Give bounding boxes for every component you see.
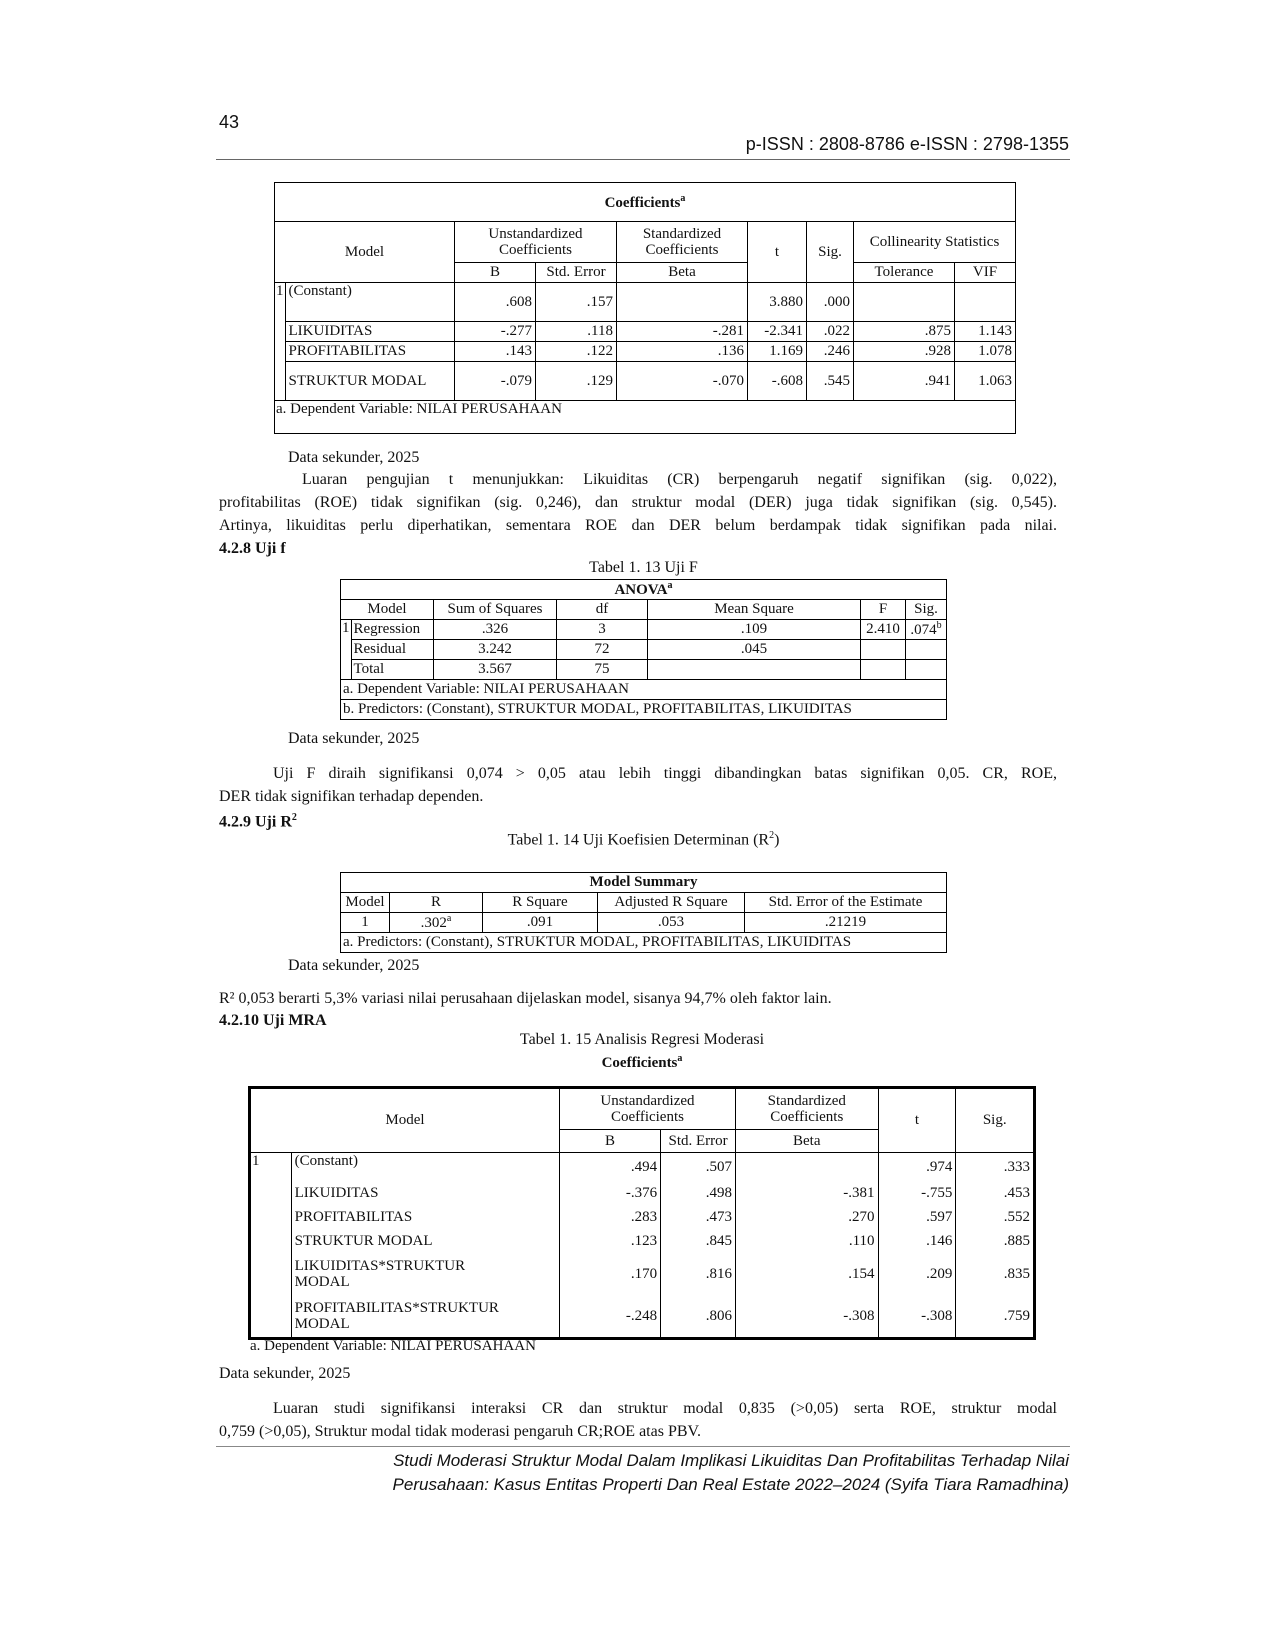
source-note: Data sekunder, 2025 [288,957,420,974]
table-cell: -.308 [736,1295,879,1339]
table-cell [736,1153,879,1182]
table-cell: .333 [956,1153,1035,1182]
table-footnote: a. Dependent Variable: NILAI PERUSAHAAN [250,1338,536,1354]
table-cell: .302$^a$ [390,913,483,933]
table-caption: Tabel 1. 14 Uji Koefisien Determinan $(R^2)$ [507,830,780,849]
table-row [275,283,1016,322]
table-cell: .074$^b$ [906,620,947,640]
table-row [341,660,947,680]
column-header: Unstandardized Coefficients [559,1088,735,1130]
table-cell: .806 [661,1295,736,1339]
table-cell: 2.410 [861,620,906,640]
table-cell: .453 [956,1181,1035,1205]
table-cell [617,283,748,322]
row-label: Residual [351,640,434,660]
section-heading: 4.2.8 Uji f [219,540,286,557]
column-header: Std. Error [661,1130,736,1153]
column-header: R Square [483,893,598,913]
table-title: Coefficients$^a$ [275,183,1016,222]
table-cell: -.070 [617,362,748,401]
table-cell: 1.063 [955,362,1016,401]
table-cell: .473 [661,1205,736,1229]
table-cell: .835 [956,1253,1035,1295]
table-cell: .053 [598,913,745,933]
table-cell: -.277 [455,322,536,342]
table-cell: 3.567 [434,660,557,680]
table-row [250,1295,1035,1339]
row-label: PROFITABILITAS [291,1205,559,1229]
table-cell: .545 [807,362,854,401]
table-title: Coefficients$^a$ [601,1053,683,1071]
column-header: Sig. [807,222,854,283]
table-cell: .157 [536,283,617,322]
paragraph-line: 0,759 (>0,05), Struktur modal tidak moderasi pengaruh CR;ROE atas PBV. [219,1423,702,1440]
column-header: t [748,222,807,283]
table-row [250,1253,1035,1295]
row-label: PROFITABILITAS [285,342,455,362]
table-cell: .170 [559,1253,660,1295]
table-row [250,1229,1035,1253]
column-header: Model [341,893,390,913]
column-header: Model [250,1088,560,1153]
table-footnote: b. Predictors: (Constant), STRUKTUR MODAL, PROFITABILITAS, LIKUIDITAS [341,700,947,720]
footer-line: Perusahaan: Kasus Entitas Properti Dan Real Estate 2022–2024 (Syifa Tiara Ramadhina) [392,1475,1069,1494]
table-caption: Tabel 1. 13 Uji F [589,559,698,576]
row-label: LIKUIDITAS [291,1181,559,1205]
table-cell [955,283,1016,322]
column-header: Collinearity Statistics [854,222,1016,263]
table-cell: .928 [854,342,955,362]
table-cell: .816 [661,1253,736,1295]
table-cell: -.381 [736,1181,879,1205]
table-cell: .000 [807,283,854,322]
table-cell: 1.078 [955,342,1016,362]
column-header: Std. Error [536,263,617,283]
column-header: Std. Error of the Estimate [745,893,947,913]
column-header: Model [275,222,455,283]
table-cell: .091 [483,913,598,933]
table-cell: .608 [455,283,536,322]
table-cell: .494 [559,1153,660,1182]
row-label: PROFITABILITAS*STRUKTUR MODAL [291,1295,559,1339]
row-label: Total [351,660,434,680]
moderation-coefficients-table [248,1086,1036,1340]
row-label: (Constant) [285,283,455,322]
table-cell: .109 [648,620,861,640]
table-cell: 1.143 [955,322,1016,342]
paragraph-line: R² 0,053 berarti 5,3% variasi nilai perusahaan dijelaskan model, sisanya 94,7% oleh faktor lain. [219,990,832,1007]
table-cell: .498 [661,1181,736,1205]
table-cell: .110 [736,1229,879,1253]
footer-line: Studi Moderasi Struktur Modal Dalam Implikasi Likuiditas Dan Profitabilitas Terhadap Nilai [393,1451,1069,1470]
column-header: R [390,893,483,913]
column-header: Unstandardized Coefficients [455,222,617,263]
table-cell: .122 [536,342,617,362]
table-cell: .552 [956,1205,1035,1229]
coefficients-table [274,182,1016,434]
column-header: B [455,263,536,283]
paragraph-line: Uji F diraih signifikansi 0,074 > 0,05 atau lebih tinggi dibandingkan batas signifikan 0,05. CR, ROE, [273,765,1057,782]
issn-label: p-ISSN : 2808-8786 e-ISSN : 2798-1355 [745,134,1069,154]
column-header: Sig. [906,600,947,620]
table-cell: .123 [559,1229,660,1253]
table-cell [861,660,906,680]
column-header: Sum of Squares [434,600,557,620]
table-cell: .885 [956,1229,1035,1253]
table-cell: .270 [736,1205,879,1229]
table-cell [861,640,906,660]
table-cell: .845 [661,1229,736,1253]
table-cell [906,640,947,660]
section-heading: 4.2.10 Uji MRA [219,1012,327,1029]
column-header: Sig. [956,1088,1035,1153]
anova-table [340,579,947,720]
column-header: Adjusted R Square [598,893,745,913]
row-label: Regression [351,620,434,640]
source-note: Data sekunder, 2025 [288,730,420,747]
model-number: 1 [341,620,352,680]
paragraph-line: profitabilitas (ROE) tidak signifikan (sig. 0,246), dan struktur modal (DER) juga tidak signifikan (sig. 0,545). [219,494,1057,511]
footer-divider [216,1446,1070,1447]
paragraph-line: Artinya, likuiditas perlu diperhatikan, sementara ROE dan DER belum berdampak tidak signifikan pada nilai. [219,517,1057,534]
table-cell: -.608 [748,362,807,401]
column-header: Beta [736,1130,879,1153]
column-header: F [861,600,906,620]
table-cell: -.281 [617,322,748,342]
column-header: B [559,1130,660,1153]
column-header: Standardized Coefficients [617,222,748,263]
table-cell: -.376 [559,1181,660,1205]
table-cell: .146 [878,1229,956,1253]
table-cell: .154 [736,1253,879,1295]
table-cell: -.248 [559,1295,660,1339]
table-cell: .875 [854,322,955,342]
row-label: LIKUIDITAS [285,322,455,342]
table-cell: .022 [807,322,854,342]
paragraph-line: Luaran pengujian t menunjukkan: Likuiditas (CR) berpengaruh negatif signifikan (sig. 0,022), [302,471,1057,488]
table-title: Model Summary [341,873,947,893]
table-cell: .118 [536,322,617,342]
table-cell: .143 [455,342,536,362]
column-header: VIF [955,263,1016,283]
table-cell: 1.169 [748,342,807,362]
table-footnote: a. Dependent Variable: NILAI PERUSAHAAN [341,680,947,700]
column-header: df [557,600,648,620]
table-row [341,620,947,640]
column-header: Model [341,600,434,620]
table-cell: .246 [807,342,854,362]
table-cell: 3.880 [748,283,807,322]
row-label: LIKUIDITAS*STRUKTUR MODAL [291,1253,559,1295]
table-cell: .326 [434,620,557,640]
row-label: STRUKTUR MODAL [291,1229,559,1253]
table-cell: .283 [559,1205,660,1229]
table-footnote: a. Dependent Variable: NILAI PERUSAHAAN [275,401,1016,434]
table-cell: -.755 [878,1181,956,1205]
model-summary-table [340,872,947,953]
table-cell [906,660,947,680]
paragraph-line: DER tidak signifikan terhadap dependen. [219,788,484,805]
table-cell: .759 [956,1295,1035,1339]
model-number: 1 [275,283,286,401]
source-note: Data sekunder, 2025 [288,449,420,466]
table-caption: Tabel 1. 15 Analisis Regresi Moderasi [519,1031,765,1048]
column-header: Tolerance [854,263,955,283]
table-row [341,913,947,933]
column-header: t [878,1088,956,1153]
column-header: Standardized Coefficients [736,1088,879,1130]
table-cell: .21219 [745,913,947,933]
table-row [341,640,947,660]
table-row [250,1181,1035,1205]
table-cell: 1 [341,913,390,933]
table-cell: .045 [648,640,861,660]
page-number: 43 [219,112,240,132]
table-cell [648,660,861,680]
table-cell: 75 [557,660,648,680]
table-row [275,322,1016,342]
table-cell: .941 [854,362,955,401]
table-cell: 3.242 [434,640,557,660]
row-label: (Constant) [291,1153,559,1182]
header-divider [216,159,1070,160]
row-label: STRUKTUR MODAL [285,362,455,401]
table-cell: .974 [878,1153,956,1182]
table-cell: .136 [617,342,748,362]
column-header: Beta [617,263,748,283]
table-cell: .597 [878,1205,956,1229]
table-row [275,342,1016,362]
table-footnote: a. Predictors: (Constant), STRUKTUR MODAL, PROFITABILITAS, LIKUIDITAS [341,933,947,953]
table-cell: .129 [536,362,617,401]
source-note: Data sekunder, 2025 [219,1365,351,1382]
table-cell: .507 [661,1153,736,1182]
table-cell: 3 [557,620,648,640]
table-cell: .209 [878,1253,956,1295]
table-row [250,1153,1035,1182]
table-cell [854,283,955,322]
model-number: 1 [250,1153,292,1339]
table-row [275,362,1016,401]
table-cell: -.308 [878,1295,956,1339]
column-header: Mean Square [648,600,861,620]
table-row [250,1205,1035,1229]
table-title: ANOVA$^a$ [341,580,947,600]
paragraph-line: Luaran studi signifikansi interaksi CR dan struktur modal 0,835 (>0,05) serta ROE, struktur modal [273,1400,1057,1417]
table-cell: -2.341 [748,322,807,342]
section-heading: 4.2.9 Uji $R^2$ [219,812,297,831]
table-cell: 72 [557,640,648,660]
table-cell: -.079 [455,362,536,401]
